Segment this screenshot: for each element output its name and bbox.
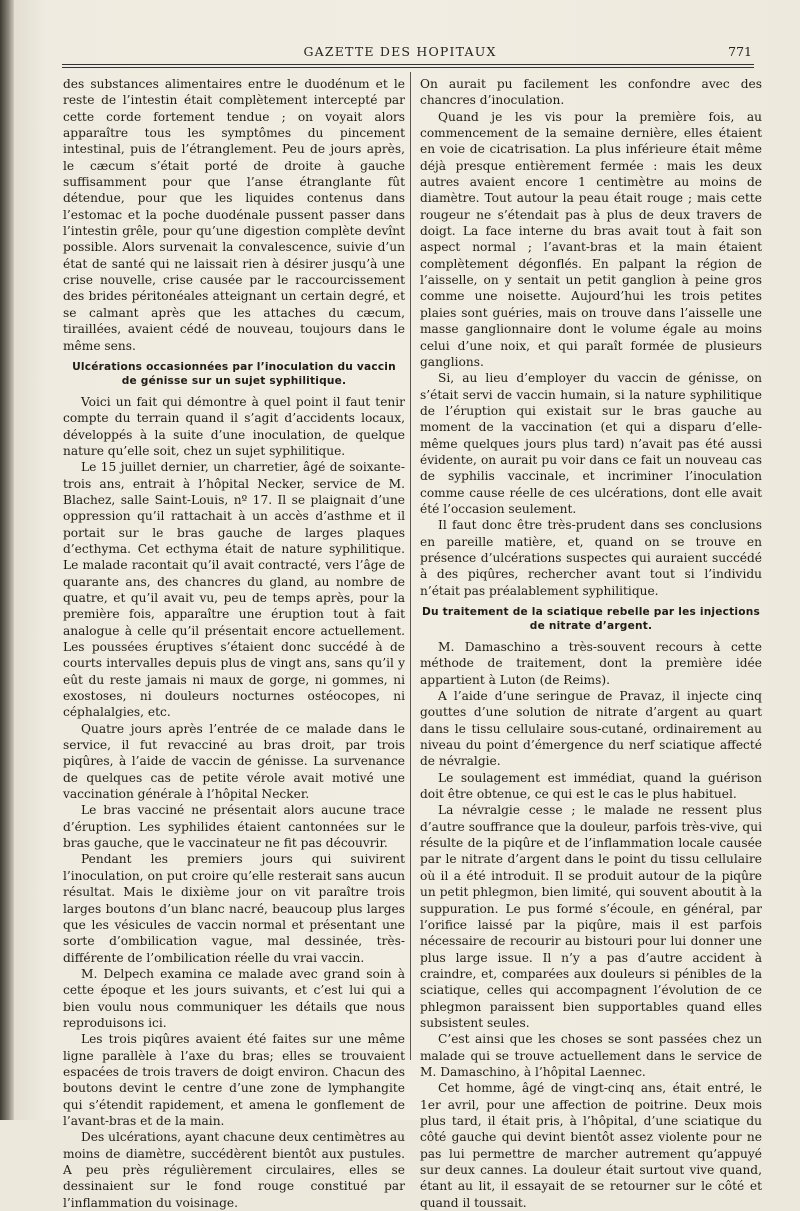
left-column <box>63 76 405 1211</box>
paragraph: Cet homme, âgé de vingt-cinq ans, était entré, le 1er avril, pour une affection de poitrine. Deux mois plus tard, il était pris, à l’hôpital, d’une sciatique du côté gauche qui devint bientôt assez violente pour ne pas lui permettre de marcher autrement qu’appuyé sur deux cannes. La douleur était surtout vive quand, étant au lit, il essayait de se retourner sur le côté et quand il toussait. <box>420 1081 762 1210</box>
section-heading: Ulcérations occasionnées par l’inoculation du vaccin de génisse sur un sujet syphilitique. <box>72 360 396 387</box>
paragraph: A l’aide d’une seringue de Pravaz, il injecte cinq gouttes d’une solution de nitrate d’argent au quart dans le tissu cellulaire sous-cutané, ordinairement au niveau du point d’émergence du nerf sciatique affecté de névralgie. <box>420 689 762 769</box>
paragraph: Si, au lieu d’employer du vaccin de génisse, on s’était servi de vaccin humain, si la nature syphilitique de l’éruption qui existait sur le bras gauche au moment de la vaccination (et qui a disparu d’elle-même quelques jours plus tard) n’avait pas été aussi évidente, on aurait pu voir dans ce fait un nouveau cas de syphilis vaccinale, et incriminer l’inoculation comme cause réelle de ces ulcérations, dont elle avait été l’occasion seulement. <box>420 371 762 516</box>
section-heading: Du traitement de la sciatique rebelle par les injections de nitrate d’argent. <box>422 606 760 632</box>
paragraph: des substances alimentaires entre le duodénum et le reste de l’intestin était complètement intercepté par cette corde fortement tendue ; on voyait alors apparaître tous les symptômes du pincement intestinal, puis de l’étranglement. Peu de jours après, le cæcum s’était porté de droite à gauche suffisamment pour que l’anse étranglante fût détendue, pour que les liquides contenus dans l’estomac et la poche duodénale pussent passer dans l’intestin grêle, pour qu’une digestion complète devînt possible. Alors survenait la convalescence, suivie d’un état de santé qui ne laissait rien à désirer jusqu’à une crise nouvelle, crise causée par le raccourcissement des brides péritonéales atteignant un certain degré, et se calmant après que les attaches du cæcum, tiraillées, avaient cédé de nouveau, toujours dans le même sens. <box>63 77 405 353</box>
paragraph: Les trois piqûres avaient été faites sur une même ligne parallèle à l’axe du bras; elles se trouvaient espacées de trois travers de doigt environ. Chacun des boutons devint le centre d’une zone de lymphangite qui s’étendit rapidement, et amena le gonflement de l’avant-bras et de la main. <box>63 1032 405 1128</box>
page-number: 771 <box>728 44 752 59</box>
paragraph: Des ulcérations, ayant chacune deux centimètres au moins de diamètre, succédèrent bientôt aux pustules. A peu près régulièrement circulaires, elles se dessinaient sur le fond rouge constitué par l’inflammation du voisinage. <box>63 1130 405 1210</box>
paragraph: Le soulagement est immédiat, quand la guérison doit être obtenue, ce qui est le cas le plus habituel. <box>420 770 762 802</box>
header-rule-secondary <box>62 67 754 68</box>
header-rule <box>62 64 754 65</box>
paragraph: Il faut donc être très-prudent dans ses conclusions en pareille matière, et, quand on se trouve en présence d’ulcérations suspectes qui auraient succédé à des piqûres, rechercher avant tout si l’individu n’était pas préalablement syphilitique. <box>420 518 762 598</box>
paragraph: Quand je les vis pour la première fois, au commencement de la semaine dernière, elles étaient en voie de cicatrisation. La plus inférieure était même déjà presque entièrement fermée : mais les deux autres avaient encore 1 centimètre au moins de diamètre. Tout autour la peau était rouge ; mais cette rougeur ne s’étendait pas à plus de deux travers de doigt. La face interne du bras avait tout à fait son aspect normal ; l’avant-bras et la main étaient complètement dégonflés. En palpant la région de l’aisselle, on y sentait un petit ganglion à peine gros comme une noisette. Aujourd’hui les trois petites plaies sont guéries, mais on trouve dans l’aisselle une masse ganglionnaire dont le volume égale au moins celui d’une noix, et qui paraît formée de plusieurs ganglions. <box>420 109 762 369</box>
running-title: GAZETTE DES HOPITAUX <box>303 44 497 59</box>
paragraph: On aurait pu facilement les confondre avec des chancres d’inoculation. <box>420 77 762 108</box>
paragraph: Voici un fait qui démontre à quel point il faut tenir compte du terrain quand il s’agit d’accidents locaux, développés à la suite d’une inoculation, de quelque nature qu’elle soit, chez un sujet syphilitique. <box>63 394 405 458</box>
binding-gutter <box>0 0 14 1120</box>
paragraph: M. Delpech examina ce malade avec grand soin à cette époque et les jours suivants, et c’est lui qui a bien voulu nous communiquer les détails que nous reproduisons ici. <box>63 966 405 1030</box>
right-column <box>420 76 762 1211</box>
paragraph: Le bras vacciné ne présentait alors aucune trace d’éruption. Les syphilides étaient cantonnées sur le bras gauche, que le vaccinateur ne fit pas découvrir. <box>63 803 405 851</box>
paragraph: Le 15 juillet dernier, un charretier, âgé de soixante-trois ans, entrait à l’hôpital Necker, service de M. Blachez, salle Saint-Louis, nº 17. Il se plaignait d’une oppression qu’il rattachait à un accès d’asthme et il portait sur le bras gauche de larges plaques d’ecthyma. Cet ecthyma était de nature syphilitique. Le malade racontait qu’il avait contracté, vers l’âge de quarante ans, des chancres du gland, au nombre de quatre, et qu’il avait vu, peu de temps après, pour la première fois, apparaître une éruption tout à fait analogue à celle qu’il présentait encore actuellement. Les poussées éruptives s’étaient donc succédé à de courts intervalles depuis plus de vingt ans, sans qu’il y eût du reste jamais ni maux de gorge, ni gommes, ni exostoses, ni douleurs nocturnes ostéocopes, ni céphalalgies, etc. <box>63 460 405 720</box>
paragraph: C’est ainsi que les choses se sont passées chez un malade qui se trouve actuellement dans le service de M. Damaschino, à l’hôpital Laennec. <box>420 1032 762 1079</box>
paragraph: Pendant les premiers jours qui suivirent l’inoculation, on put croire qu’elle resterait sans aucun résultat. Mais le dixième jour on vit paraître trois larges boutons d’un blanc nacré, beaucoup plus larges que les vésicules de vaccin normal et présentant une sorte d’ombilication vague, mal dessinée, très-différente de l’ombilication réelle du vrai vaccin. <box>63 852 405 965</box>
paragraph: La névralgie cesse ; le malade ne ressent plus d’autre souffrance que la douleur, parfois très-vive, qui résulte de la piqûre et de l’inflammation locale causée par le nitrate d’argent dans le point du tissu cellulaire où il a été introduit. Il se produit autour de la piqûre un petit phlegmon, bien limité, qui souvent aboutit à la suppuration. Le pus formé s’écoule, en général, par l’orifice laissé par la piqûre, mais il est parfois nécessaire de recourir au bistouri pour lui donner une plus large issue. Il n’y a pas d’autre accident à craindre, et, comparées aux douleurs si pénibles de la sciatique, celles qui accompagnent l’évolution de ce phlegmon paraissent bien supportables quand elles subsistent seules. <box>420 803 762 1030</box>
paragraph: Quatre jours après l’entrée de ce malade dans le service, il fut revacciné au bras droit, par trois piqûres, à l’aide de vaccin de génisse. La survenance de quelques cas de petite vérole avait motivé une vaccination générale à l’hôpital Necker. <box>63 721 405 802</box>
paragraph: M. Damaschino a très-souvent recours à cette méthode de traitement, dont la première idée appartient à Luton (de Reims). <box>420 640 762 687</box>
column-divider <box>410 72 411 1060</box>
